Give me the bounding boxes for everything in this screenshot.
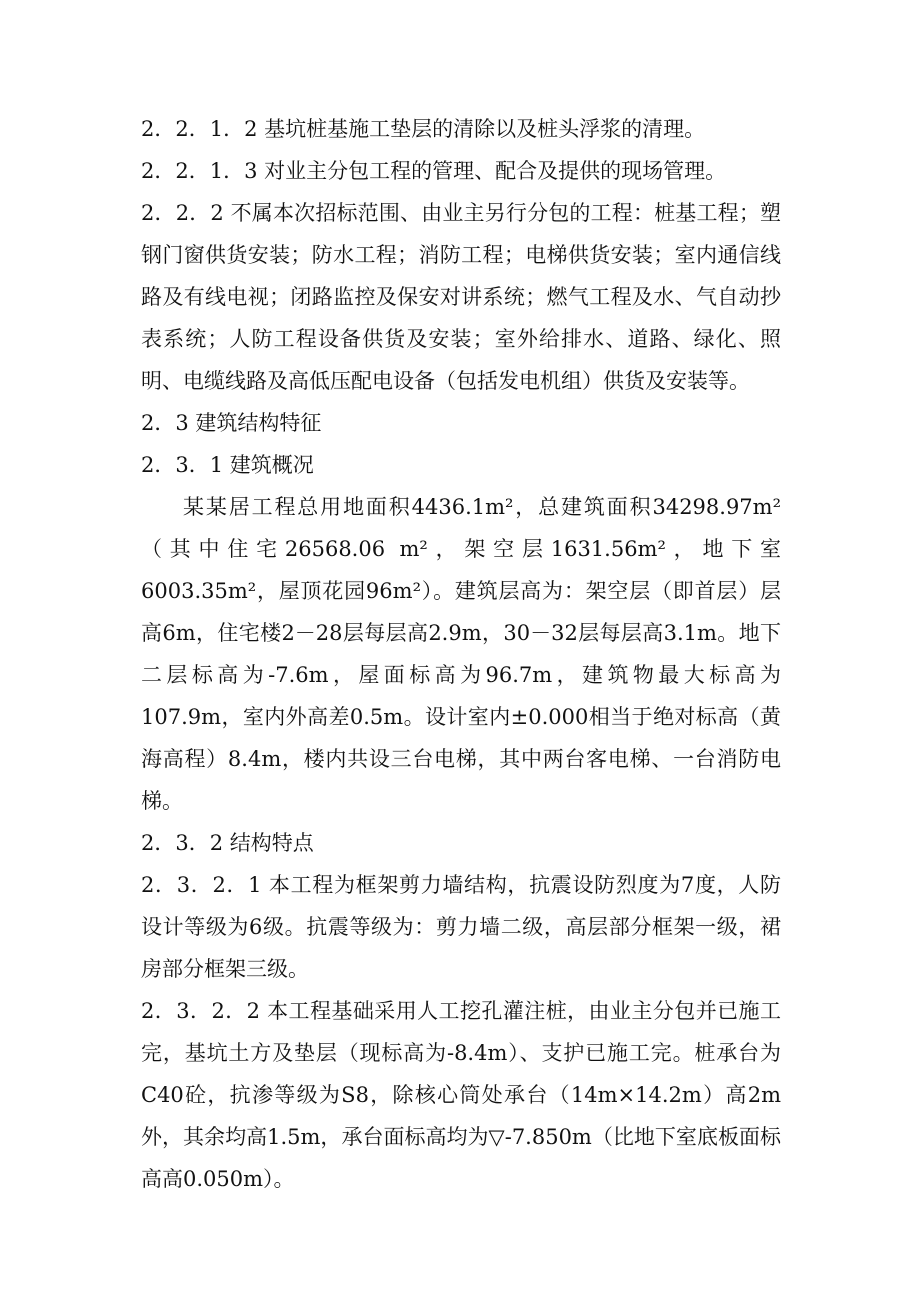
paragraph-2-3-2-2: 2．3．2．2 本工程基础采用人工挖孔灌注桩，由业主分包并已施工完，基坑土方及垫层（现标高为-8.4m）、支护已施工完。桩承台为C40砼，抗渗等级为S8，除核心筒处承台（14m×14.2m）高2m外，其余均高1.5m，承台面标高均为▽-7.850m（比地下室底板面标高高0.050m）。 [141, 999, 781, 1191]
paragraph-2-2-1-2: 2．2．1．2 基坑桩基施工垫层的清除以及桩头浮浆的清理。 [141, 117, 706, 141]
heading-2-3-2: 2．3．2 结构特点 [141, 831, 314, 855]
paragraph-2-2-1-3: 2．2．1．3 对业主分包工程的管理、配合及提供的现场管理。 [141, 159, 727, 183]
heading-2-3: 2．3 建筑结构特征 [141, 411, 322, 435]
paragraph-2-3-2-1: 2．3．2．1 本工程为框架剪力墙结构，抗震设防烈度为7度，人防设计等级为6级。抗震等级为：剪力墙二级，高层部分框架一级，裙房部分框架三级。 [141, 873, 781, 981]
document-body [141, 108, 781, 1200]
paragraph-building-overview: 某某居工程总用地面积4436.1m²，总建筑面积34298.97m²（其中住宅26568.06 m²，架空层1631.56m²，地下室6003.35m²，屋顶花园96m²）。建筑层高为：架空层（即首层）层高6m，住宅楼2－28层每层高2.9m，30－32层每层高3.1m。地下二层标高为-7.6m，屋面标高为96.7m，建筑物最大标高为107.9m，室内外高差0.5m。设计室内±0.000相当于绝对标高（黄海高程）8.4m，楼内共设三台电梯，其中两台客电梯、一台消防电梯。 [141, 495, 781, 813]
heading-2-3-1: 2．3．1 建筑概况 [141, 453, 314, 477]
paragraph-2-2-2: 2．2．2 不属本次招标范围、由业主另行分包的工程：桩基工程；塑钢门窗供货安装；防水工程；消防工程；电梯供货安装；室内通信线路及有线电视；闭路监控及保安对讲系统；燃气工程及水、气自动抄表系统；人防工程设备供货及安装；室外给排水、道路、绿化、照明、电缆线路及高低压配电设备（包括发电机组）供货及安装等。 [141, 201, 781, 393]
